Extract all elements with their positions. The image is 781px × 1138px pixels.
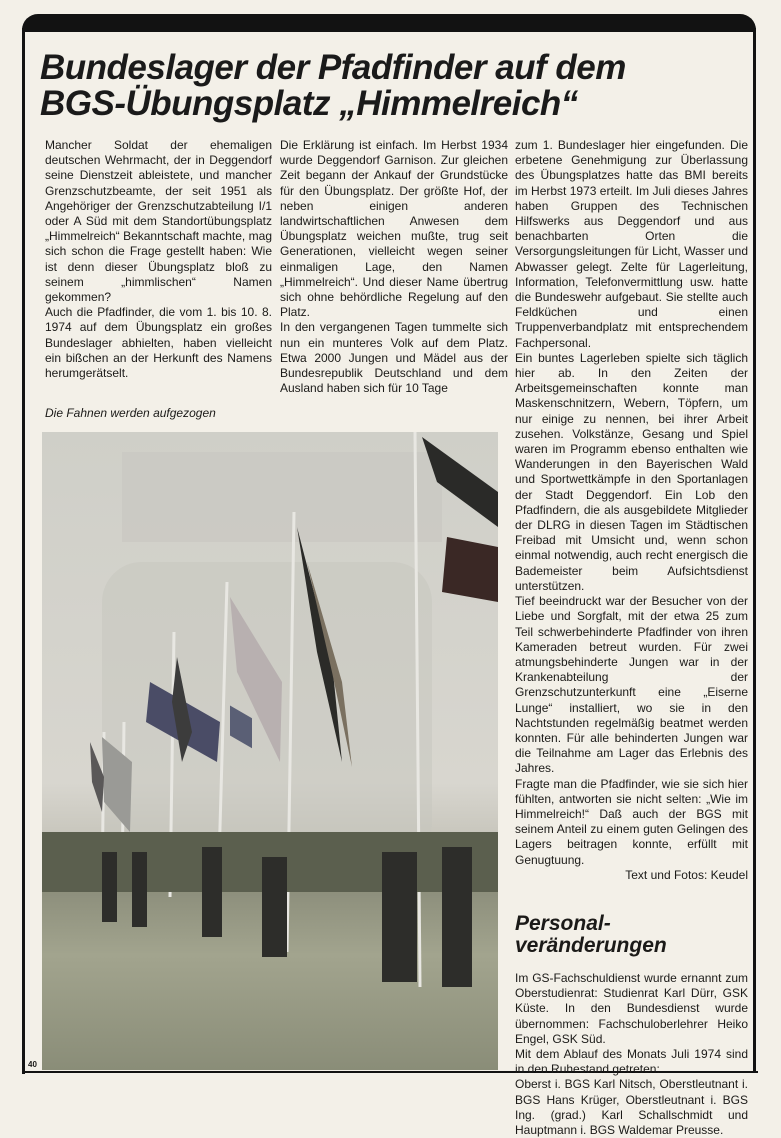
article-column-3	[515, 138, 748, 1138]
personal-heading	[515, 913, 748, 957]
paragraph: Mit dem Ablauf des Monats Juli 1974 sind in den Ruhestand getreten:	[515, 1046, 748, 1077]
heading-line-1: Personal-	[515, 911, 611, 935]
paragraph: Ein buntes Lagerleben spielte sich täglich hier ab. In den Zeiten der Arbeitsgemeinschaften konnte man Maskenschnitzern, Webern, Töpfern, um nur einige zu nennen, bei ihrer Arbeit zusehen. Volkstänze, Gesang und Spiel waren im Programm ebenso enthalten wie Wanderungen in den Bayerischen Wald und Sportwettkämpfe in den Sportanlagen der Stadt Deggendorf. Ein Lob den Pfadfindern, die als ausgebildete Mitglieder der DLRG in diesen Tagen im Städtischen Freibad mit Umsicht und, wenn schon einmal notwendig, auch recht energisch die Bademeister beim Aufsichtsdienst unterstützen.	[515, 350, 748, 593]
paragraph: Oberst i. BGS Karl Nitsch, Oberstleutnant i. BGS Hans Krüger, Oberstleutnant i. BGS Ing. (grad.) Karl Schallschmidt und Hauptmann i. BGS Waldemar Preusse.	[515, 1077, 748, 1137]
flag-raising-photo	[42, 432, 498, 1070]
article-column-2	[280, 138, 508, 396]
paragraph: Im GS-Fachschuldienst wurde ernannt zum Oberstudienrat: Studienrat Karl Dürr, GSK Küste. In den Bundesdienst wurde übernommen: Fachschuloberlehrer Heiko Engel, GSK Süd.	[515, 970, 748, 1046]
title-line-1: Bundeslager der Pfadfinder auf dem	[40, 48, 626, 87]
personal-text	[515, 971, 748, 1138]
photo-illustration	[42, 432, 498, 1070]
page-frame-left	[22, 28, 25, 1074]
heading-line-2: veränderungen	[515, 933, 667, 957]
paragraph: Die Erklärung ist einfach. Im Herbst 1934 wurde Deggendorf Garnison. Zur gleichen Zeit begann der Ankauf der Grundstücke für den Übungsplatz. Der größte Hof, der neben einigen anderen landwirtschaftlichen Anwesen dem Übungsplatz weichen mußte, trug seit Generationen, vielleicht wegen seiner einmaligen Lage, den Namen „Himmelreich“. Und dieser Name übertrug sich ohne behördliche Regelung auf den Platz.	[280, 138, 508, 320]
page-number: 40	[28, 1060, 37, 1069]
photo-caption: Die Fahnen werden aufgezogen	[45, 406, 216, 420]
page-frame-right	[753, 28, 756, 1073]
paragraph: Auch die Pfadfinder, die vom 1. bis 10. 8. 1974 auf dem Übungsplatz ein großes Bundeslager abhielten, haben vielleicht ein bißchen an der Herkunft des Namens herumgerätselt.	[45, 305, 272, 381]
paragraph: In den vergangenen Tagen tummelte sich nun ein munteres Volk auf dem Platz. Etwa 2000 Jungen und Mädel aus der Bundesrepublik Deutschland und dem Ausland haben sich für 10 Tage	[280, 320, 508, 396]
title-line-2: BGS-Übungsplatz „Himmelreich“	[40, 84, 578, 123]
paragraph: Tief beeindruckt war der Besucher von der Liebe und Sorgfalt, mit der etwa 25 zum Teil schwerbehinderte Pfadfinder von ihren Kameraden betreut wurden. Für zwei atmungsbehinderte Jungen war in der Krankenabteilung der Grenzschutzunterkunft eine „Eiserne Lunge“ installiert, wo sie in den Nachtstunden regelmäßig beatmet werden konnten. Für alle behinderten Jungen war die Teilnahme am Lager das Erlebnis des Jahres.	[515, 594, 748, 776]
photo-credit: Text und Fotos: Keudel	[625, 867, 748, 882]
article-column-1	[45, 138, 272, 381]
paragraph: Fragte man die Pfadfinder, wie sie sich hier fühlten, antworten sie nicht selten: „Wie im Himmelreich!“ Daß auch der BGS mit seinem Anteil zu einem guten Gelingen des Lagers beitragen konnte, erfüllt mit Genugtuung.	[515, 776, 748, 867]
page-frame-top-bar	[22, 14, 756, 32]
paragraph: zum 1. Bundeslager hier eingefunden. Die erbetene Genehmigung zur Überlassung des Übungsplatzes hatte das BMI bereits im Herbst 1973 erteilt. Im Juli dieses Jahres haben Gruppen des Technischen Hilfswerks aus Deggendorf und aus benachbarten Orten die Versorgungsleitungen für Licht, Wasser und Abwasser gelegt. Zelte für Lagerleitung, Information, Telefonvermittlung usw. hatte die Bundeswehr aufgebaut. Sie stellte auch Feldküchen und einen Truppenverbandplatz mit entsprechendem Fachpersonal.	[515, 138, 748, 350]
article-title	[40, 50, 740, 122]
paragraph: Mancher Soldat der ehemaligen deutschen Wehrmacht, der in Deggendorf seine Dienstzeit ableistete, und mancher Grenzschutzbeamte, der seit 1951 als Angehöriger der Grenzschutzabteilung I/1 oder A Süd mit dem Standortübungsplatz „Himmelreich“ Bekanntschaft machte, mag sich schon die Frage gestellt haben: Wie ist denn dieser Übungsplatz bloß zu seinem „himmlischen“ Namen gekommen?	[45, 138, 272, 305]
